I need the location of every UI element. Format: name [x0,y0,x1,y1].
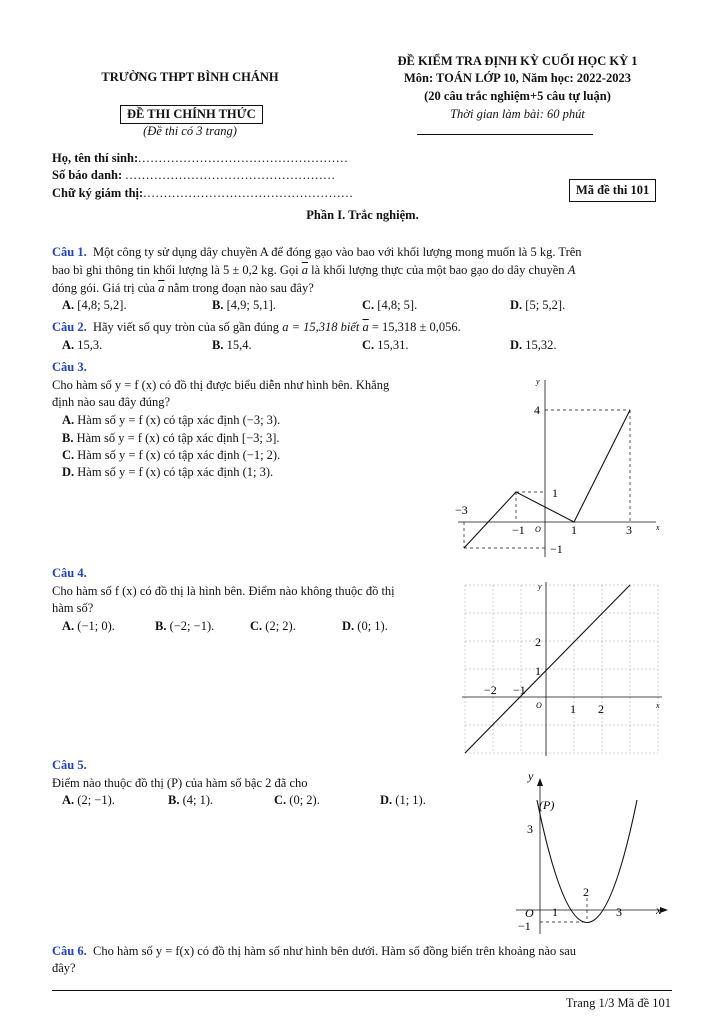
q4-option-d[interactable] [342,619,388,634]
q3-tick-1x: 1 [571,523,577,537]
q4-option-c[interactable] [250,619,296,634]
q4-graph [458,578,666,758]
q5-label-o: O [525,906,534,920]
q4-label-x: x [656,701,660,710]
q2-option-a-text: 15,3. [77,338,103,352]
q5-label-p: (P) [539,798,555,812]
q1-line2 [52,263,575,278]
q5-label-y: y [528,769,534,783]
q2-option-c-text: 15,31. [377,338,409,352]
q5-tick-3: 3 [527,822,533,836]
q3-option-d-text: Hàm số y = f (x) có tập xác định (1; 3). [77,465,274,479]
q2-option-c-key: C. [362,338,375,352]
q4-option-a-key: A. [62,619,75,633]
q2-option-c[interactable] [362,338,409,353]
exam-title: ĐỀ KIỂM TRA ĐỊNH KỲ CUỐI HỌC KỲ 1 [397,54,638,68]
q5-line1: Điểm nào thuộc đồ thị (P) của hàm số bậc 2 đã cho [52,776,308,790]
q1-option-a-text: [4,8; 5,2]. [77,298,127,312]
q1-text-2a: bao bì ghi thông tin khối lượng là 5 ± 0,2 kg. Gọi [52,263,302,277]
q1-line1 [52,245,582,260]
q3-option-b-text: Hàm số y = f (x) có tập xác định [−3; 3]. [76,431,280,445]
q2-line [52,320,461,335]
q4-option-a-text: (−1; 0). [77,619,115,633]
pages-note: (Đề thi có 3 trang) [143,124,237,138]
q1-abar: $\overline{a}$ [301,263,308,277]
q5-option-a-key: A. [62,793,75,807]
q4-line1: Cho hàm số f (x) có đồ thị là hình bên. Điểm nào không thuộc đồ thị [52,584,395,598]
q4-option-d-text: (0; 1). [357,619,388,633]
q3-option-a-text: Hàm số y = f (x) có tập xác định (−3; 3). [77,413,281,427]
q1-text-2c: A [567,263,576,277]
q4-line2: hàm số? [52,601,94,615]
q5-option-b[interactable] [168,793,213,808]
q1-text-2b: là khối lượng thực của một bao gạo do dây chuyền [308,263,568,277]
q3-line2: định nào sau đây đúng? [52,395,171,409]
q1-option-d-key: D. [510,298,523,312]
q5-tick-3x: 3 [616,905,622,919]
q3-tick-m1: −1 [512,523,525,537]
q3-label-y: y [536,377,540,386]
q1-option-a[interactable] [62,298,127,313]
q1-option-c-key: C. [362,298,375,312]
q4-option-d-key: D. [342,619,355,633]
q1-option-b-text: [4,9; 5,1]. [226,298,276,312]
q4-label-o: O [536,701,542,710]
section-title: Phần I. Trắc nghiệm. [306,208,419,222]
exam-code-box: Mã đề thi 101 [569,179,656,202]
q3-tick-m1y: −1 [550,542,563,556]
q1-option-d[interactable] [510,298,565,313]
official-exam-box: ĐỀ THI CHÍNH THỨC [120,105,263,124]
q1-abar-2: $\overline{a}$ [158,281,165,295]
q4-tick-2: 2 [535,635,541,649]
q3-label-x: x [656,523,660,532]
q5-option-a[interactable] [62,793,115,808]
q4-option-c-key: C. [250,619,263,633]
candidate-id-dots: ................................................... [125,168,336,182]
q4-option-b-key: B. [155,619,167,633]
candidate-id-row [52,168,336,183]
q2-option-d-key: D. [510,338,523,352]
q5-option-c[interactable] [274,793,320,808]
q4-tick-1x: 1 [570,702,576,716]
q4-option-b[interactable] [155,619,214,634]
q1-option-b-key: B. [212,298,224,312]
proctor-sign-dots: ................................................... [143,186,354,200]
q1-option-b[interactable] [212,298,276,313]
q4-label: Câu 4. [52,566,87,580]
q3-option-b-key: B. [62,431,74,445]
q3-tick-m3: −3 [455,503,468,517]
q3-graph [448,372,668,562]
q1-label: Câu 1. [52,245,87,259]
q2-text-c: = 15,318 ± 0,056. [368,320,461,334]
header-rule [417,134,593,135]
q3-option-b[interactable] [62,431,280,446]
candidate-name-dots: ................................................... [138,151,349,165]
q5-option-d[interactable] [380,793,426,808]
q2-option-b[interactable] [212,338,252,353]
q1-line3 [52,281,314,296]
candidate-name-label: Họ, tên thí sinh: [52,151,139,165]
q5-option-a-text: (2; −1). [77,793,115,807]
q5-option-d-text: (1; 1). [395,793,426,807]
q1-option-c-text: [4,8; 5]. [377,298,418,312]
q4-tick-2x: 2 [598,702,604,716]
q2-text-a: Hãy viết số quy tròn của số gần đúng [92,320,283,334]
footer-page-info: Trang 1/3 Mã đề 101 [565,996,671,1010]
q3-label-o: O [535,525,541,534]
q2-option-a[interactable] [62,338,102,353]
q5-option-c-text: (0; 2). [289,793,320,807]
q3-option-d[interactable] [62,465,273,480]
q5-option-d-key: D. [380,793,393,807]
q5-graph [510,768,670,936]
q6-label: Câu 6. [52,944,87,958]
q1-option-c[interactable] [362,298,417,313]
q5-tick-m1: −1 [518,919,531,933]
q4-tick-m2: −2 [484,683,497,697]
q2-option-b-key: B. [212,338,224,352]
q5-option-c-key: C. [274,793,287,807]
q6-text-1: Cho hàm số y = f(x) có đồ thị hàm số như hình bên dưới. Hàm số đồng biến trên khoảng nào sau [92,944,577,958]
q5-tick-1: 1 [552,905,558,919]
proctor-sign-label: Chữ ký giám thị: [52,186,144,200]
q3-line1: Cho hàm số y = f (x) có đồ thị được biểu diễn như hình bên. Khẳng [52,378,390,392]
q2-label: Câu 2. [52,320,87,334]
q2-text-b: a = 15,318 biết [282,320,363,334]
q3-option-c[interactable] [62,448,280,463]
q2-option-d-text: 15,32. [525,338,557,352]
q2-abar: $\overline{a}$ [362,320,369,334]
q4-tick-m1: −1 [513,683,526,697]
q5-label: Câu 5. [52,758,87,772]
q4-option-b-text: (−2; −1). [169,619,215,633]
q2-option-d[interactable] [510,338,557,353]
q3-option-c-key: C. [62,448,75,462]
school-name: TRƯỜNG THPT BÌNH CHÁNH [101,70,279,84]
q3-function-curve [464,410,630,548]
q4-option-c-text: (2; 2). [265,619,296,633]
q4-label-y: y [538,582,542,591]
q3-tick-4: 4 [534,403,540,417]
q3-label: Câu 3. [52,360,87,374]
candidate-name-row [52,151,349,166]
q3-option-c-text: Hàm số y = f (x) có tập xác định (−1; 2). [77,448,281,462]
q1-option-d-text: [5; 5,2]. [525,298,566,312]
q5-option-b-text: (4; 1). [182,793,214,807]
q6-line1 [52,944,576,959]
q3-option-d-key: D. [62,465,75,479]
q1-text-1: Một công ty sử dụng dây chuyền A để đóng gạo vào bao với khối lượng mong muốn là 5 kg. Trên [92,245,582,259]
q4-option-a[interactable] [62,619,115,634]
q1-option-a-key: A. [62,298,75,312]
q4-tick-1: 1 [535,664,541,678]
exam-time: Thời gian làm bài: 60 phút [450,107,585,121]
proctor-sign-row [52,186,354,201]
q5-option-b-key: B. [168,793,180,807]
q2-option-a-key: A. [62,338,75,352]
q5-label-x: x [656,903,662,917]
footer-rule [52,990,672,991]
exam-structure: (20 câu trắc nghiệm+5 câu tự luận) [424,89,611,103]
q3-option-a-key: A. [62,413,75,427]
exam-subject: Môn: TOÁN LỚP 10, Năm học: 2022-2023 [404,71,631,85]
q1-text-3a: đóng gói. Giá trị của [52,281,159,295]
q2-option-b-text: 15,4. [226,338,252,352]
q5-tick-2: 2 [583,885,589,899]
q1-text-3b: nằm trong đoạn nào sau đây? [164,281,314,295]
q3-tick-1y: 1 [552,486,558,500]
q3-option-a[interactable] [62,413,280,428]
q3-tick-3: 3 [626,523,632,537]
candidate-id-label: Số báo danh: [52,168,123,182]
q6-line2: đây? [52,961,76,975]
